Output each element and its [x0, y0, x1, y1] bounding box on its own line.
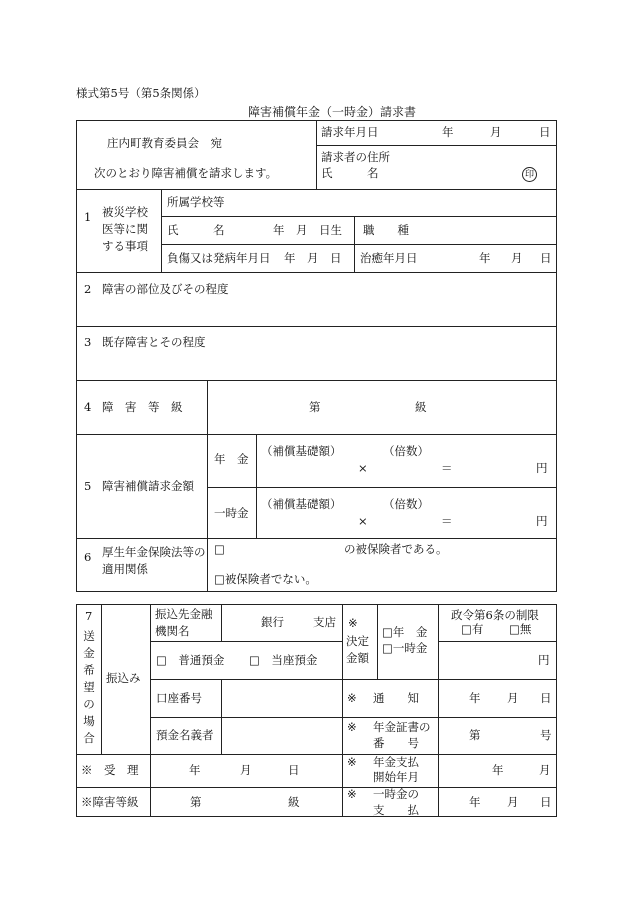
s3-label: 既存障害とその程度	[102, 335, 206, 349]
transfer-label: 振込み	[106, 671, 141, 685]
s1-label: 被災学校医等に関する事項	[102, 205, 148, 253]
s5-eq-1: ＝	[441, 461, 453, 475]
payment-day: 日	[540, 795, 552, 809]
addressee: 庄内町教育委員会 宛	[107, 136, 222, 150]
receipt-month: 月	[240, 763, 252, 777]
s7-label: 送金希望の場合	[83, 629, 95, 745]
s5-ratio-label-2: （倍数）	[383, 497, 429, 511]
cert-dai: 第	[469, 728, 481, 742]
s1-injury-date: 年 月 日	[284, 251, 342, 265]
receipt-day: 日	[288, 763, 300, 777]
grade-kyu: 級	[288, 795, 300, 809]
s1-injury-label: 負傷又は発病年月日	[167, 251, 271, 265]
start-label-2: 開始年月	[373, 770, 419, 784]
notice-year: 年	[469, 691, 481, 705]
s5-label: 障害補償請求金額	[102, 479, 194, 493]
notice-kome: ※	[347, 691, 357, 705]
decision-kome: ※	[348, 616, 358, 630]
restriction-no[interactable]: □無	[509, 622, 532, 636]
cert-label: 年金証書の	[373, 720, 431, 734]
payment-kome: ※	[347, 787, 357, 801]
lower-table	[76, 604, 557, 817]
s5-times-2: ×	[358, 514, 368, 528]
s5-yen-1: 円	[536, 461, 548, 475]
s6-label: 厚生年金保険法等の適用関係	[102, 545, 206, 576]
s3-number: 3	[84, 335, 92, 349]
deposit-ordinary-checkbox[interactable]: □ 普通預金	[156, 653, 225, 667]
notice-label: 通 知	[373, 691, 419, 705]
s7-number: 7	[85, 609, 93, 623]
grade-label: ※障害等級	[81, 795, 139, 809]
payment-year: 年	[469, 795, 481, 809]
seal-mark: 印	[522, 167, 537, 182]
s6-number: 6	[84, 550, 92, 564]
account-number-label: 口座番号	[156, 691, 202, 705]
s1-cure-month: 月	[511, 251, 523, 265]
s6-option1-text: の被保険者である。	[344, 542, 448, 556]
cert-label-2: 番 号	[373, 736, 419, 750]
claim-year: 年	[442, 125, 454, 139]
restriction-label: 政令第6条の制限	[451, 608, 539, 622]
start-label: 年金支払	[373, 755, 419, 769]
s4-number: 4	[84, 400, 92, 414]
grade-dai: 第	[190, 795, 202, 809]
form-title: 障害補償年金（一時金）請求書	[248, 105, 417, 119]
claim-day: 日	[539, 125, 551, 139]
s4-label: 障 害 等 級	[102, 400, 183, 414]
receipt-label: ※ 受 理	[81, 763, 139, 777]
payment-label: 一時金の	[373, 787, 419, 801]
claimant-address-label: 請求者の住所	[321, 150, 390, 164]
s5-yen-2: 円	[536, 514, 548, 528]
decision-label: 決定金額	[346, 634, 369, 665]
payment-label-2: 支 払	[373, 803, 419, 817]
s4-kyu: 級	[415, 400, 427, 414]
s1-job-label: 職 種	[363, 223, 409, 237]
cert-go: 号	[540, 728, 552, 742]
notice-month: 月	[507, 691, 519, 705]
s6-option1-checkbox[interactable]: □	[214, 542, 225, 556]
cert-kome: ※	[347, 720, 357, 734]
bank-name-label: 振込先金融機関名	[155, 607, 213, 638]
s1-cure-year: 年	[479, 251, 491, 265]
s5-number: 5	[84, 479, 92, 493]
s5-base-label-2: （補償基礎額）	[261, 497, 342, 511]
s1-name-label: 氏 名	[167, 223, 225, 237]
claim-date-label: 請求年月日	[321, 125, 379, 139]
payment-month: 月	[507, 795, 519, 809]
s5-nenkin-label: 年 金	[214, 452, 249, 466]
form-number: 様式第5号（第5条関係）	[76, 86, 206, 100]
claim-statement: 次のとおり障害補償を請求します。	[94, 166, 278, 180]
start-year: 年	[492, 763, 504, 777]
s4-dai: 第	[309, 400, 321, 414]
claimant-name-label: 氏 名	[321, 166, 379, 180]
s1-birth-label: 年 月 日生	[273, 223, 342, 237]
s1-cure-label: 治癒年月日	[360, 251, 418, 265]
claim-month: 月	[490, 125, 502, 139]
s2-number: 2	[84, 282, 92, 296]
restriction-yes[interactable]: □有	[461, 622, 484, 636]
s1-school-label: 所属学校等	[167, 195, 225, 209]
deposit-current-checkbox[interactable]: □ 当座預金	[249, 653, 318, 667]
start-month: 月	[539, 763, 551, 777]
decision-opt-ichiji[interactable]: □一時金	[382, 641, 428, 655]
main-table	[76, 120, 557, 592]
s1-number: 1	[84, 210, 92, 224]
notice-day: 日	[540, 691, 552, 705]
s6-option2[interactable]: □被保険者でない。	[214, 572, 317, 586]
s5-base-label-1: （補償基礎額）	[261, 444, 342, 458]
s5-ratio-label-1: （倍数）	[383, 444, 429, 458]
s2-label: 障害の部位及びその程度	[102, 282, 229, 296]
decision-yen: 円	[538, 653, 550, 667]
bank-label: 銀行	[261, 615, 284, 629]
s1-cure-day: 日	[540, 251, 552, 265]
receipt-year: 年	[189, 763, 201, 777]
s5-times-1: ×	[358, 461, 368, 475]
s5-ichiji-label: 一時金	[214, 506, 249, 520]
account-holder-label: 預金名義者	[156, 728, 214, 742]
s5-eq-2: ＝	[441, 514, 453, 528]
decision-opt-nenkin[interactable]: □年 金	[382, 625, 428, 639]
start-kome: ※	[347, 755, 357, 769]
branch-label: 支店	[313, 615, 336, 629]
